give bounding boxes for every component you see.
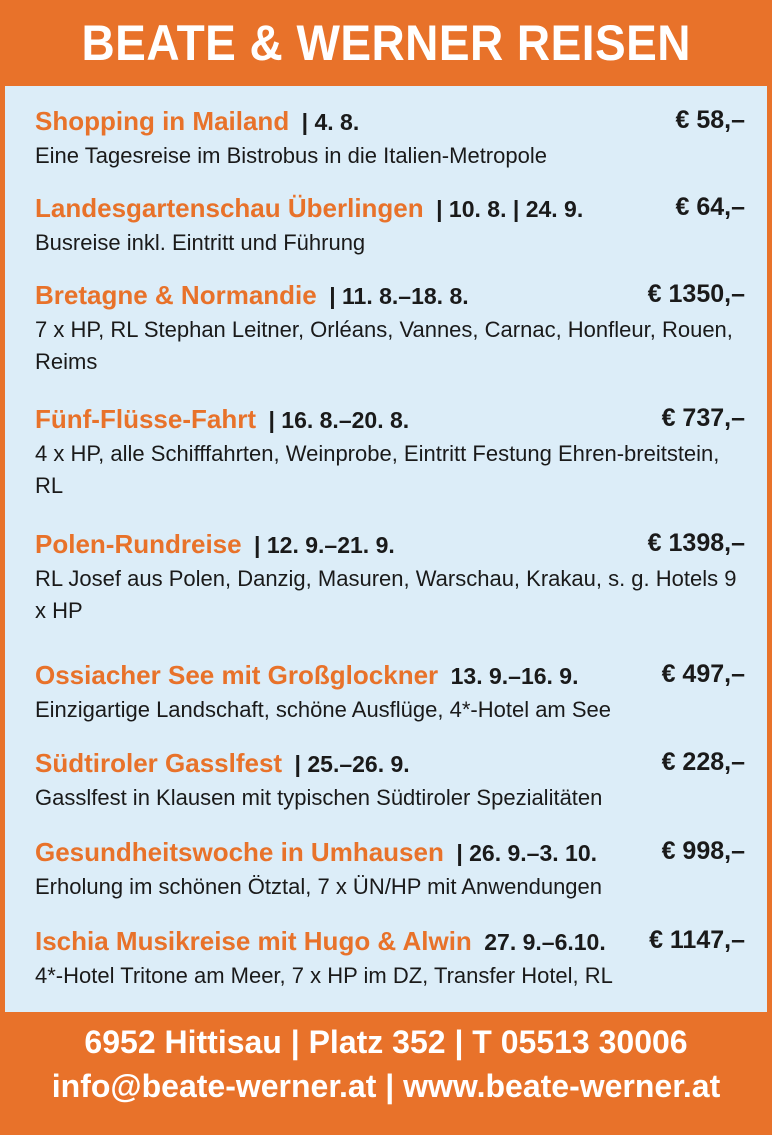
trip-entry-ossiacher-see [35, 660, 745, 726]
trip-price: € 64,– [675, 193, 745, 221]
trip-price: € 1147,– [649, 926, 745, 954]
trip-entry-ueberlingen [35, 193, 745, 259]
trip-description: Gasslfest in Klausen mit typischen Südtiroler Spezialitäten [35, 785, 603, 810]
trip-price: € 737,– [661, 404, 745, 432]
trip-description: Busreise inkl. Eintritt und Führung [35, 230, 366, 255]
trip-date: | 11. 8.–18. 8. [329, 283, 469, 309]
trip-date: | 12. 9.–21. 9. [254, 532, 395, 558]
trip-list [5, 86, 767, 1012]
trip-date: | 26. 9.–3. 10. [456, 840, 598, 866]
trip-date: 13. 9.–16. 9. [450, 663, 579, 689]
trip-description: Eine Tagesreise im Bistrobus in die Italien-Metropole [35, 143, 547, 168]
trip-title: Südtiroler Gasslfest [35, 748, 283, 778]
trip-description: Erholung im schönen Ötztal, 7 x ÜN/HP mit Anwendungen [35, 874, 603, 899]
trip-description: 4 x HP, alle Schifffahrten, Weinprobe, Eintritt Festung Ehren-breitstein, RL [35, 441, 720, 498]
trip-date: | 16. 8.–20. 8. [268, 407, 410, 433]
trip-entry-bretagne [35, 280, 745, 378]
company-title: BEATE & WERNER REISEN [81, 15, 691, 71]
trip-description: Einzigartige Landschaft, schöne Ausflüge, 4*-Hotel am See [35, 697, 612, 722]
trip-entry-gasslfest [35, 748, 745, 814]
trip-date: 27. 9.–6.10. [484, 929, 606, 955]
trip-price: € 998,– [661, 837, 745, 865]
trip-price: € 228,– [661, 748, 745, 776]
trip-entry-umhausen [35, 837, 745, 903]
trip-title: Bretagne & Normandie [35, 280, 317, 310]
header-bar [0, 0, 772, 86]
trip-title: Shopping in Mailand [35, 106, 290, 136]
trip-date: | 10. 8. | 24. 9. [436, 196, 584, 222]
footer-contact [0, 1020, 772, 1135]
trip-entry-fuenf-fluesse [35, 404, 745, 502]
trip-entry-mailand [35, 106, 745, 172]
trip-title: Landesgartenschau Überlingen [35, 193, 424, 223]
trip-date: | 25.–26. 9. [294, 751, 410, 777]
web-contact-line[interactable]: info@beate-werner.at | www.beate-werner.at [51, 1068, 721, 1104]
trip-entry-polen [35, 529, 745, 627]
trip-title: Fünf-Flüsse-Fahrt [35, 404, 256, 434]
trip-title: Gesundheitswoche in Umhausen [35, 837, 444, 867]
trip-title: Ischia Musikreise mit Hugo & Alwin [35, 926, 472, 956]
trip-price: € 1398,– [647, 529, 745, 557]
trip-entry-ischia [35, 926, 745, 992]
address-line: 6952 Hittisau | Platz 352 | T 05513 30006 [84, 1024, 688, 1060]
trip-price: € 1350,– [647, 280, 745, 308]
trip-description: 7 x HP, RL Stephan Leitner, Orléans, Vannes, Carnac, Honfleur, Rouen, Reims [35, 317, 733, 374]
trip-title: Ossiacher See mit Großglockner [35, 660, 439, 690]
trip-price: € 58,– [675, 106, 745, 134]
trip-price: € 497,– [661, 660, 745, 688]
trip-title: Polen-Rundreise [35, 529, 242, 559]
trip-description: RL Josef aus Polen, Danzig, Masuren, Warschau, Krakau, s. g. Hotels 9 x HP [35, 566, 737, 623]
trip-description: 4*-Hotel Tritone am Meer, 7 x HP im DZ, Transfer Hotel, RL [35, 963, 613, 988]
trip-date: | 4. 8. [301, 109, 360, 135]
